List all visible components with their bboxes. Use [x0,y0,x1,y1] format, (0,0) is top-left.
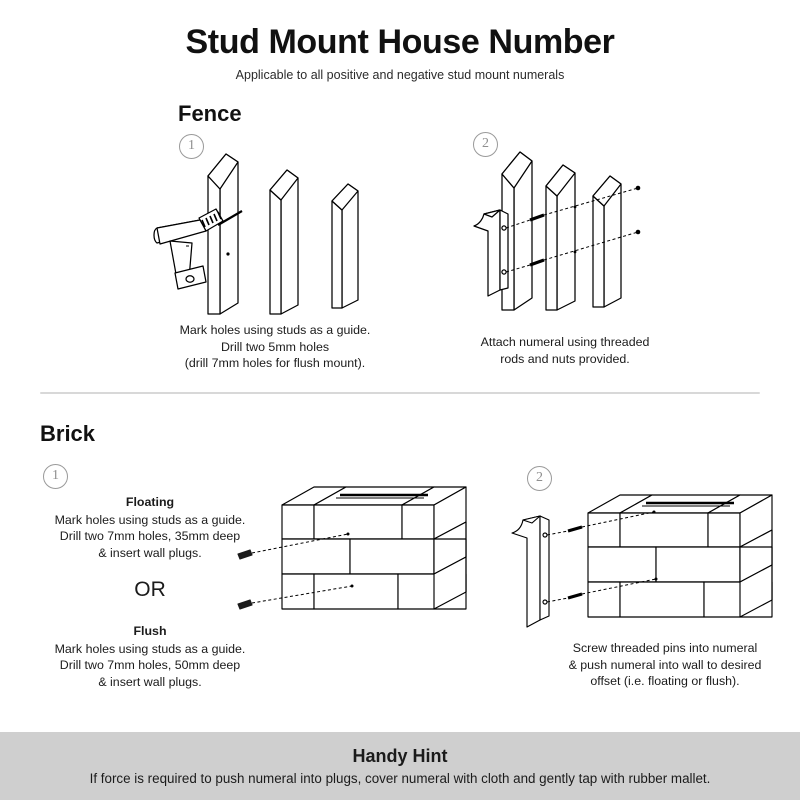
caption-line: Screw threaded pins into numeral [572,641,758,655]
caption-line: & push numeral into wall to desired [568,657,762,672]
caption-fence-step-1 [135,322,415,372]
caption-line: rods and nuts provided. [500,351,630,366]
step-marker-brick-1: 1 [43,464,68,489]
step-marker-fence-2: 2 [473,132,498,157]
caption-line: Drill two 7mm holes, 35mm deep [59,529,241,543]
caption-brick-step-2 [530,640,800,690]
section-heading-brick: Brick [40,421,96,446]
section-heading-fence: Fence [178,101,242,126]
page-subtitle: Applicable to all positive and negative stud mount numerals [235,67,565,82]
section-divider [40,392,760,394]
illustration-fence-with-drill [190,148,390,323]
step-marker-brick-2: 2 [527,466,552,491]
illustration-brick-wall-with-plugs [252,482,497,632]
caption-line: Attach numeral using threaded [480,335,650,349]
caption-line: (drill 7mm holes for flush mount). [184,356,366,370]
caption-brick-flush [30,623,270,690]
caption-line: Mark holes using studs as a guide. [179,323,371,337]
caption-line: Drill two 5mm holes [220,339,330,354]
caption-fence-step-2 [425,334,705,367]
illustration-fence-with-numeral [480,148,670,323]
option-label-floating: Floating [125,495,175,509]
caption-line: offset (i.e. floating or flush). [590,674,740,688]
handy-hint-text: If force is required to push numeral into plugs, cover numeral with cloth and gently tap with rubber mallet. [89,771,711,786]
caption-brick-floating [30,494,270,561]
option-label-flush: Flush [133,624,167,638]
illustration-brick-wall-with-numeral [530,490,780,640]
step-marker-fence-1: 1 [179,134,204,159]
page-title: Stud Mount House Number [185,23,615,61]
header [0,0,800,82]
caption-line: & insert wall plugs. [98,545,202,560]
handy-hint-banner [0,732,800,800]
caption-line: Drill two 7mm holes, 50mm deep [59,658,241,672]
handy-hint-title: Handy Hint [352,746,448,766]
caption-line: Mark holes using studs as a guide. [54,641,246,656]
caption-line: Mark holes using studs as a guide. [54,512,246,527]
option-divider-or: OR [134,578,166,601]
caption-line: & insert wall plugs. [98,674,202,689]
